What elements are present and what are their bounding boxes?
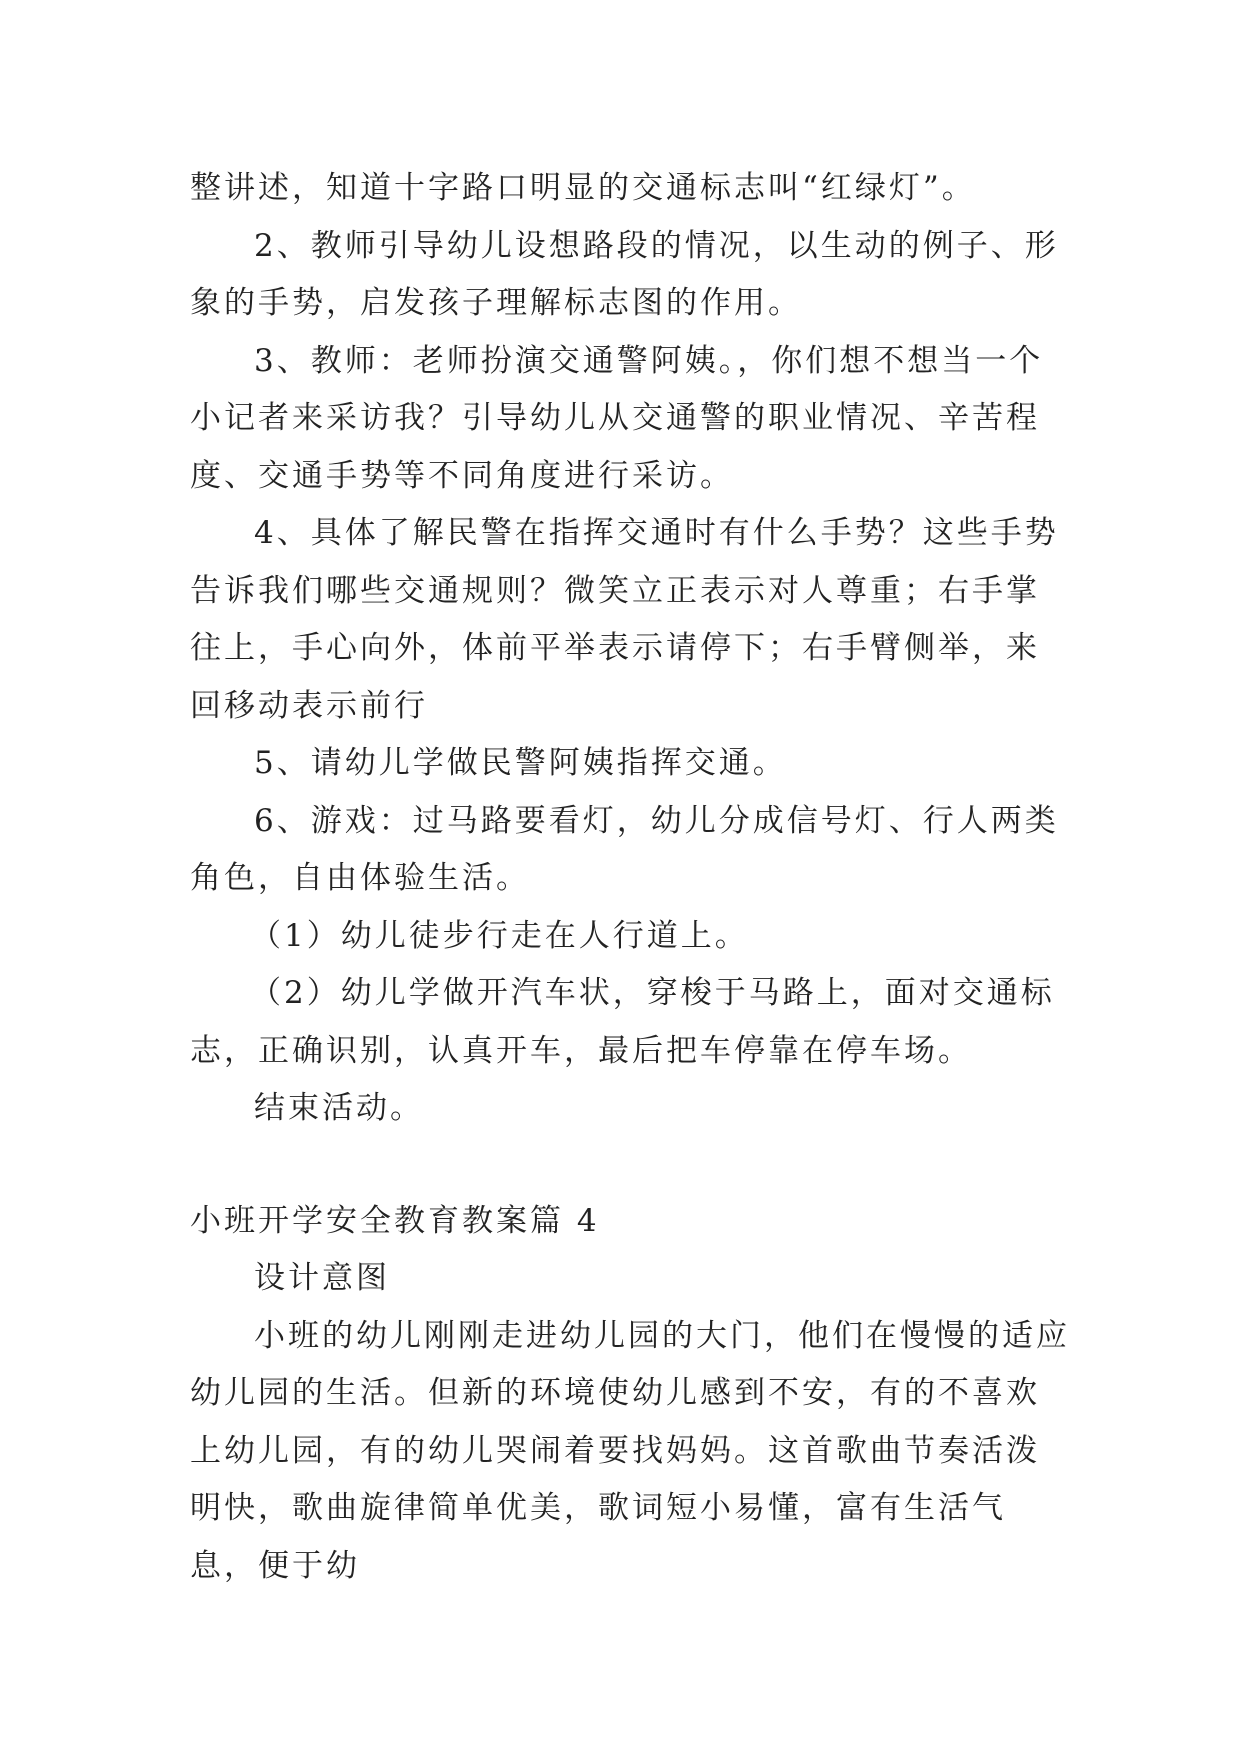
paragraph-substep-2: （2）幼儿学做开汽车状，穿梭于马路上，面对交通标志，正确识别，认真开车，最后把车停靠在停车场。 [190, 975, 1055, 1069]
subheading: 设计意图 [254, 1260, 390, 1296]
paragraph-step-4: 4、具体了解民警在指挥交通时有什么手势？这些手势告诉我们哪些交通规则？微笑立正表示对人尊重；右手掌往上，手心向外，体前平举表示请停下；右手臂侧举，来回移动表示前行 [190, 515, 1059, 724]
paragraph-substep-1: （1）幼儿徒步行走在人行道上。 [250, 917, 749, 954]
paragraph-continuation: 整讲述，知道十字路口明显的交通标志叫“红绿灯”。 [190, 170, 976, 206]
paragraph-step-6: 6、游戏：过马路要看灯，幼儿分成信号灯、行人两类角色，自由体验生活。 [190, 802, 1059, 896]
paragraph-design-intent: 小班的幼儿刚刚走进幼儿园的大门，他们在慢慢的适应幼儿园的生活。但新的环境使幼儿感到不安，有的不喜欢上幼儿园，有的幼儿哭闹着要找妈妈。这首歌曲节奏活泼明快，歌曲旋律简单优美，歌词短小易懂，富有生活气息，便于幼 [190, 1317, 1070, 1584]
paragraph-step-3: 3、教师：老师扮演交通警阿姨。，你们想不想当一个小记者来采访我？引导幼儿从交通警的职业情况、辛苦程度、交通手势等不同角度进行采访。 [190, 342, 1044, 494]
document-body [190, 160, 1070, 1595]
section-heading: 小班开学安全教育教案篇 4 [190, 1202, 600, 1239]
paragraph-conclusion: 结束活动。 [254, 1090, 424, 1126]
paragraph-step-2: 2、教师引导幼儿设想路段的情况，以生动的例子、形象的手势，启发孩子理解标志图的作用。 [190, 227, 1059, 321]
paragraph-step-5: 5、请幼儿学做民警阿姨指挥交通。 [254, 745, 787, 781]
